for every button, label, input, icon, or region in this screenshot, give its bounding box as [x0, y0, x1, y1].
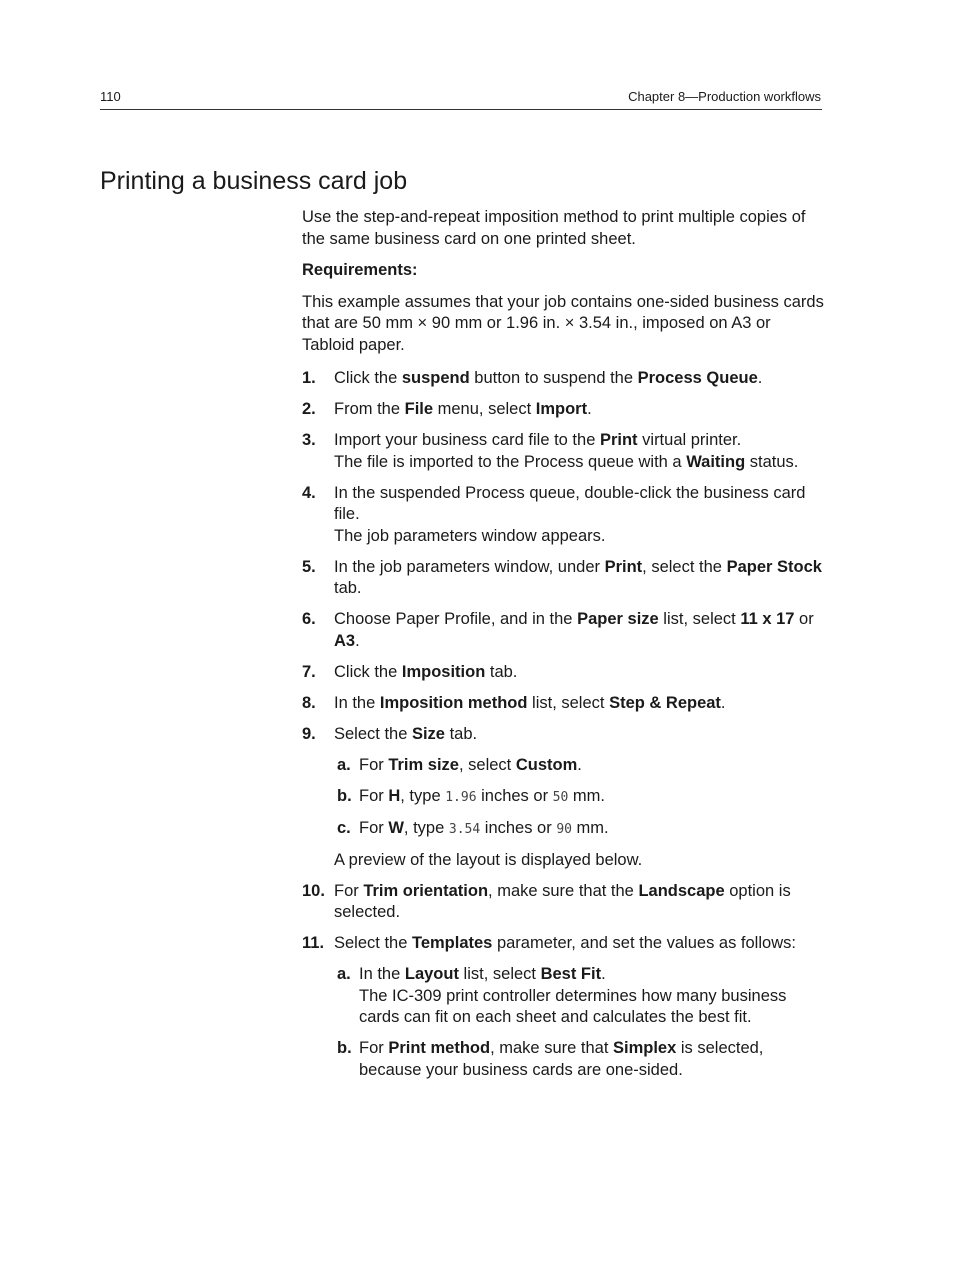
substep-11b: [337, 1038, 826, 1081]
step-number: 3.: [302, 431, 316, 449]
step-number: 2.: [302, 400, 316, 418]
substep-letter: b.: [337, 786, 352, 805]
step-number: 6.: [302, 610, 316, 628]
substep-letter: a.: [337, 965, 351, 983]
step-text: In the job parameters window, under Print, select the Paper Stock tab.: [334, 557, 822, 597]
step-2: [302, 399, 826, 421]
header-rule: [100, 109, 822, 110]
step-11-substeps: [337, 964, 826, 1081]
step-number: 1.: [302, 369, 316, 387]
intro-paragraph: Use the step-and-repeat imposition method to print multiple copies of the same business card on one printed sheet.: [302, 208, 806, 248]
step-text: Choose Paper Profile, and in the Paper size list, select 11 x 17 or A3.: [334, 610, 814, 650]
step-10: [302, 881, 826, 924]
section-title: Printing a business card job: [100, 167, 408, 195]
code-value: 50: [552, 789, 569, 805]
substep-letter: c.: [337, 818, 351, 837]
step-9-note: A preview of the layout is displayed below.: [334, 850, 643, 869]
step-9: [302, 724, 826, 746]
step-text: Import your business card file to the Print virtual printer. The file is imported to the Process queue with a Waiting status.: [334, 431, 799, 471]
substep-text: For Trim size, select Custom.: [359, 755, 582, 774]
step-3: [302, 430, 826, 473]
code-value: 90: [556, 821, 572, 837]
page-number: 110: [100, 89, 121, 104]
step-text: Select the Templates parameter, and set the values as follows:: [334, 934, 796, 952]
step-text: For Trim orientation, make sure that the Landscape option is selected.: [334, 881, 791, 921]
substep-text: For H, type 1.96 inches or 50 mm.: [359, 786, 605, 805]
step-text: Click the suspend button to suspend the Process Queue.: [334, 369, 763, 387]
code-value: 3.54: [448, 821, 481, 837]
assumption-paragraph: This example assumes that your job contains one-sided business cards that are 50 mm × 90 mm or 1.96 in. × 3.54 in., imposed on A3 or Tabloid paper.: [302, 292, 824, 354]
step-number: 4.: [302, 483, 316, 502]
code-value: 1.96: [445, 789, 477, 805]
step-text: In the suspended Process queue, double-click the business card file. The job parameters window appears.: [334, 483, 806, 545]
requirements-heading: Requirements:: [302, 261, 418, 279]
step-number: 10.: [302, 881, 325, 900]
step-text: Click the Imposition tab.: [334, 662, 518, 681]
step-text: From the File menu, select Import.: [334, 400, 592, 418]
content-body: [302, 207, 826, 1091]
substep-11a: [337, 964, 826, 1029]
step-text: In the Imposition method list, select Step & Repeat.: [334, 693, 726, 712]
step-number: 8.: [302, 693, 316, 712]
substep-9c: [337, 818, 826, 841]
step-text: Select the Size tab.: [334, 724, 478, 743]
step-number: 7.: [302, 662, 316, 681]
substep-letter: b.: [337, 1039, 352, 1057]
substep-9a: [337, 755, 826, 777]
substep-9b: [337, 786, 826, 809]
substep-text: For Print method, make sure that Simplex is selected, because your business cards are one-sided.: [359, 1039, 764, 1079]
step-1: [302, 368, 826, 390]
substep-letter: a.: [337, 755, 351, 774]
chapter-title: Chapter 8—Production workflows: [628, 89, 821, 104]
step-6: [302, 609, 826, 652]
step-number: 5.: [302, 557, 316, 576]
step-8: [302, 693, 826, 715]
step-11: [302, 933, 826, 955]
step-7: [302, 662, 826, 684]
step-number: 11.: [302, 934, 325, 952]
step-5: [302, 557, 826, 600]
step-4: [302, 483, 826, 548]
step-number: 9.: [302, 724, 316, 743]
step-9-substeps: [337, 755, 826, 841]
substep-text: In the Layout list, select Best Fit. The IC-309 print controller determines how many business cards can fit on each sheet and calculates the best fit.: [359, 965, 787, 1026]
substep-text: For W, type 3.54 inches or 90 mm.: [359, 818, 609, 837]
